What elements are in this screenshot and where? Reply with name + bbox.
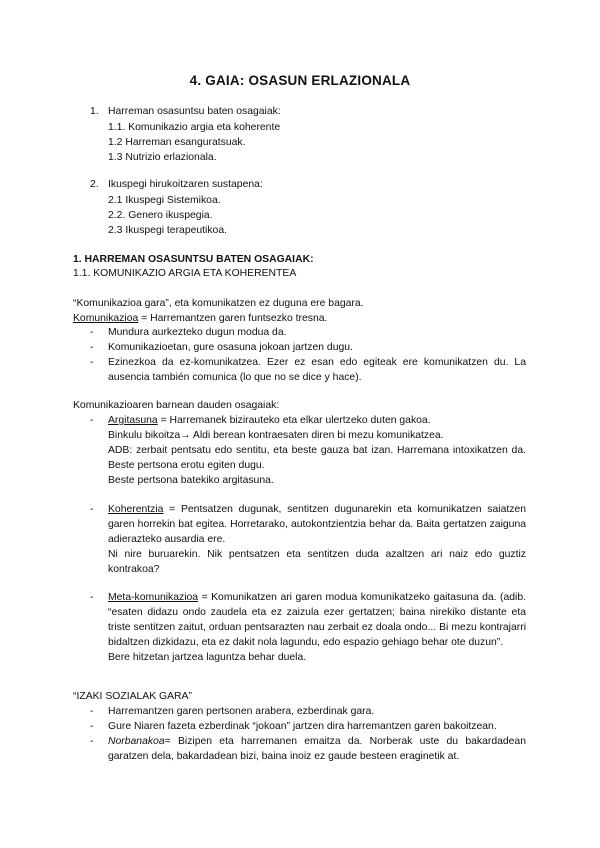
list-item: - Harremantzen garen pertsonen arabera, ezberdinak gara. (90, 706, 375, 717)
page-title: 4. GAIA: OSASUN ERLAZIONALA (189, 73, 411, 88)
bullet-list (90, 590, 526, 665)
term-norbanakoa: Norbanakoa (108, 736, 165, 747)
term-komunikazioa: Komunikazioa (73, 313, 139, 324)
outline-subitem: 1.3 Nutrizio erlazionala. (108, 152, 217, 163)
term-argitasuna: Argitasuna (108, 415, 158, 426)
outline-subitem: 1.2 Harreman esanguratsuak. (108, 137, 246, 148)
outline-text: Harreman osasuntsu baten osagaiak: (108, 106, 281, 117)
bullet-list (90, 325, 526, 385)
section-subheading: 1.1. KOMUNIKAZIO ARGIA ETA KOHERENTEA (73, 268, 297, 279)
term-koherentzia: Koherentzia (108, 504, 164, 515)
paragraph: Komunikazioa = Harremantzen garen funtsezko tresna. (73, 313, 328, 324)
term-metakomunikazioa: Meta-komunikazioa (108, 592, 199, 603)
outline-number: 2. (90, 179, 99, 190)
outline-text: Ikuspegi hirukoitzaren sustapena: (108, 179, 263, 190)
outline-number: 1. (90, 106, 99, 117)
bullet-list (90, 502, 526, 577)
paragraph: “Komunikazioa gara”, eta komunikatzen ez duguna ere bagara. (73, 298, 364, 309)
list-item-koherentzia: - Koherentzia = Pentsatzen dugunak, sentitzen dugunarekin eta komunikatzen saiatzen garen horrekin bat egitea. Horretarako, autokontzientzia behar da. Baita gertatzen zaiguna adierazteko ausardia ere. Ni nire buruarekin. Nik pentsatzen eta sentitzen duda azaltzen ari naiz edo guztiz kontrakoa? (90, 504, 526, 575)
bullet-list (90, 704, 526, 764)
outline-subitem: 2.3 Ikuspegi terapeutikoa. (108, 225, 227, 236)
paragraph: “IZAKI SOZIALAK GARA” (73, 691, 192, 702)
list-item-metakomunikazioa: - Meta-komunikazioa = Komunikatzen ari garen modua komunikatzeko gaitasuna da. (adib. “esaten didazu ondo zaudela eta ez zaizula ezer gertatzen; baina nirekiko distante eta triste sentitzen zaitut, orduan pentsarazten nau zerbait ez doala ondo... Bi mezu kontrajarri bidaltzen dizkidazu, eta ez dakit nola lagundu, edo espazio gehiago behar ote duzun”. Bere hitzetan jartzea laguntza behar duela. (90, 592, 526, 663)
paragraph: Komunikazioaren barnean dauden osagaiak: (73, 400, 280, 411)
outline-subitem: 2.2. Genero ikuspegia. (108, 210, 213, 221)
list-item: - Gure Niaren fazeta ezberdinak “jokoan” jartzen dira harremantzen garen bakoitzean. (90, 721, 497, 732)
list-item: - Mundura aurkezteko dugun modua da. (90, 327, 287, 338)
bullet-list (90, 413, 526, 488)
list-item: - Ezinezkoa da ez-komunikatzea. Ezer ez esan edo egiteak ere komunikatzen du. La ausencia también comunica (lo que no se dice y hace). (90, 357, 526, 383)
outline-subitem: 1.1. Komunikazio argia eta koherente (108, 122, 281, 133)
list-item: - Norbanakoa= Bizipen eta harremanen emaitza da. Norberak uste du bakardadean garatzen dela, bakardadean bizi, baina inoiz ez gaude besteen eraginetik at. (90, 736, 526, 762)
section-heading: 1. HARREMAN OSASUNTSU BATEN OSAGAIAK: (73, 254, 314, 265)
list-item: - Komunikazioetan, gure osasuna jokoan jartzen dugu. (90, 342, 353, 353)
outline-subitem: 2.1 Ikuspegi Sistemikoa. (108, 195, 221, 206)
list-item-argitasuna: - Argitasuna = Harremanek bizirauteko eta elkar ulertzeko duten gakoa. Binkulu bikoitza→ Aldi berean kontraesaten diren bi mezu komunikatzea. ADB: zerbait pentsatu edo sentitu, eta beste gauza bat izan. Harremana intoxikatzen da. Beste pertsona erotu egiten dugu. Beste pertsona batekiko argitasuna. (90, 415, 526, 486)
